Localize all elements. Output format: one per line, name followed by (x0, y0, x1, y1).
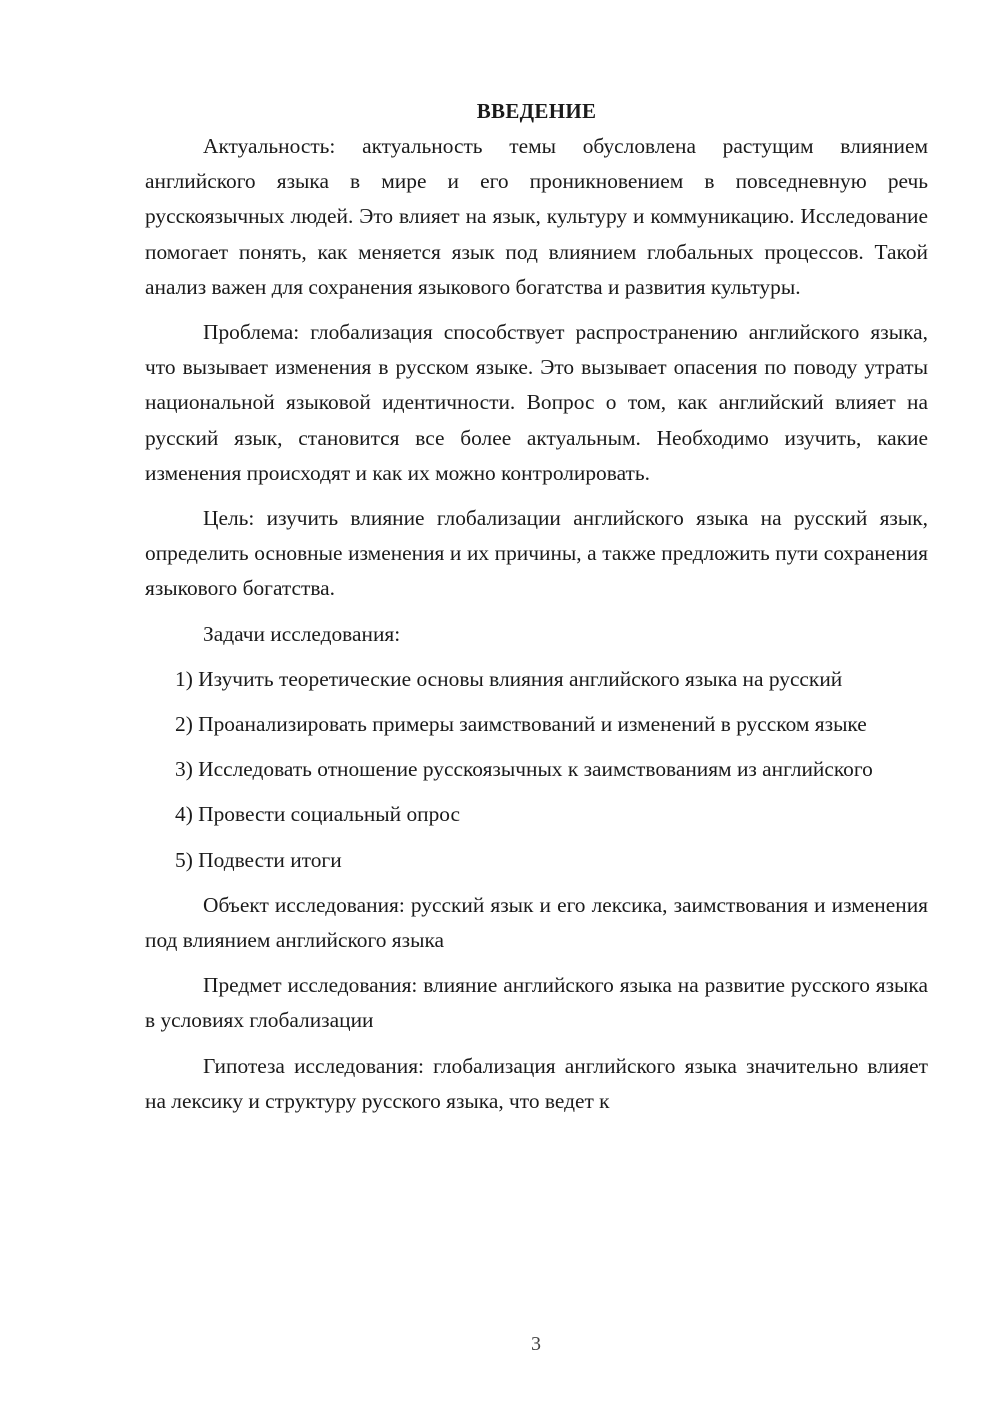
list-item: 5) Подвести итоги (175, 847, 342, 872)
list-item: 2) Проанализировать примеры заимствований и изменений в русском языке (175, 712, 867, 737)
paragraph-relevance: Актуальность: актуальность темы обусловлена растущим влиянием английского языка в мире и его проникновением в повседневную речь русскоязычных людей. Это влияет на язык, культуру и коммуникацию. Исследование помогает понять, как меняется язык под влиянием глобальных процессов. Такой анализ важен для сохранения языкового богатства и развития культуры. (145, 134, 928, 299)
tasks-heading: Задачи исследования: (203, 621, 401, 646)
document-page (145, 96, 928, 1119)
page-number: 3 (531, 1333, 541, 1355)
paragraph-hypothesis: Гипотеза исследования: глобализация английского языка значительно влияет на лексику и структуру русского языка, что ведет к (145, 1053, 928, 1113)
list-item: 4) Провести социальный опрос (175, 802, 461, 827)
paragraph-object: Объект исследования: русский язык и его лексика, заимствования и изменения под влиянием английского языка (145, 892, 928, 953)
paragraph-problem: Проблема: глобализация способствует распространению английского языка, что вызывает изменения в русском языке. Это вызывает опасения по поводу утраты национальной языковой идентичности. Вопрос о том, как английский влияет на русский язык, становится все более актуальным. Необходимо изучить, какие изменения происходят и как их можно контролировать. (145, 320, 928, 485)
paragraph-goal: Цель: изучить влияние глобализации английского языка на русский язык, определить основные изменения и их причины, а также предложить пути сохранения языкового богатства. (145, 506, 928, 601)
list-item: 1) Изучить теоретические основы влияния английского языка на русский (175, 666, 843, 691)
list-item: 3) Исследовать отношение русскоязычных к заимствованиям из английского (175, 757, 873, 782)
paragraph-subject: Предмет исследования: влияние английского языка на развитие русского языка в условиях глобализации (145, 973, 928, 1033)
section-title: ВВЕДЕНИЕ (476, 99, 597, 123)
tasks-list (145, 662, 928, 878)
